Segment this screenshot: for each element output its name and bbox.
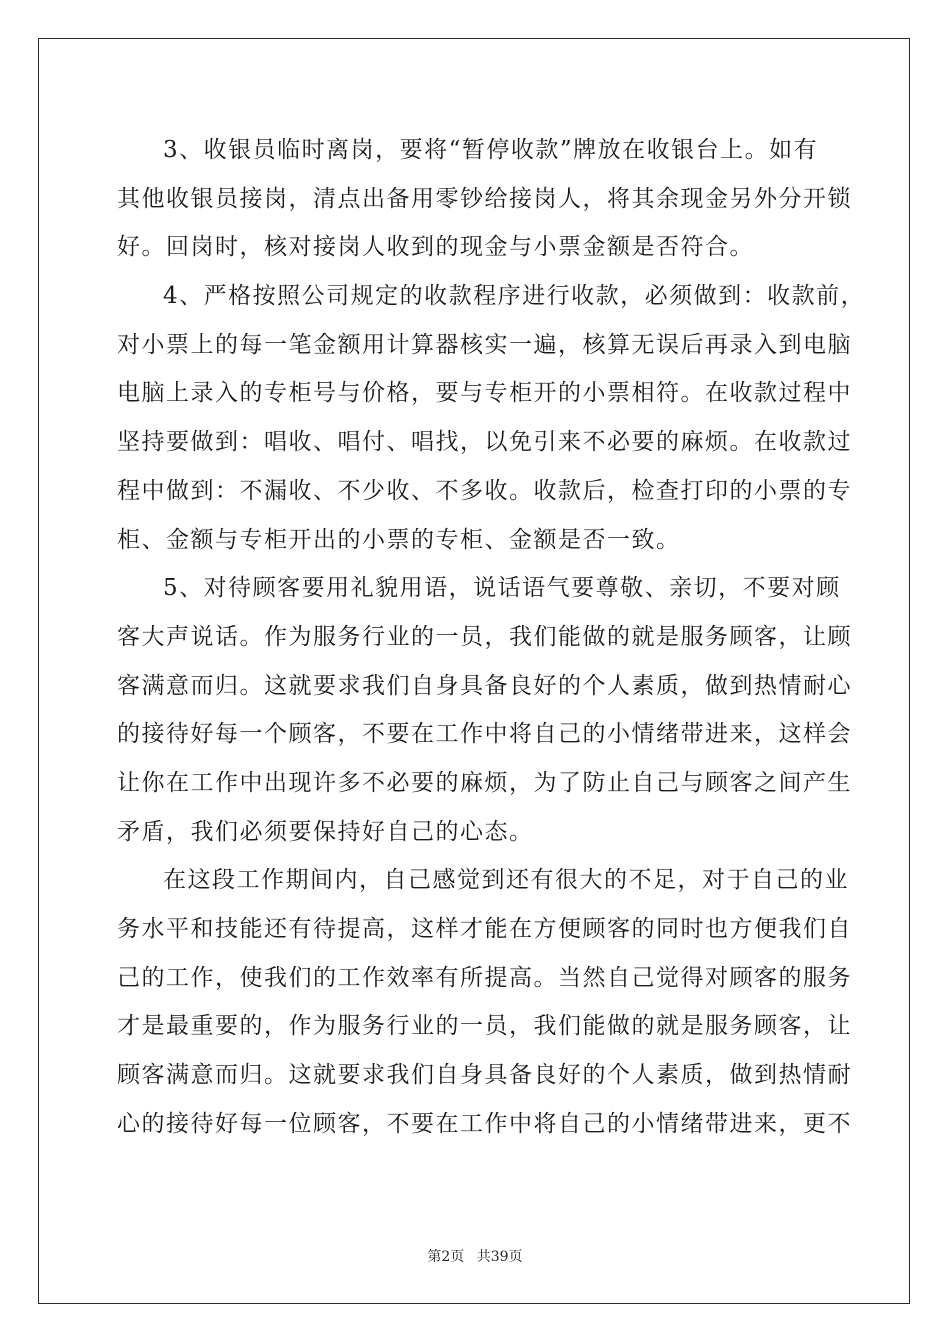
text-line: 让你在工作中出现许多不必要的麻烦，为了防止自己与顾客之间产生 bbox=[117, 769, 852, 796]
text-line: 其他收银员接岗，清点出备用零钞给接岗人，将其余现金另外分开锁 bbox=[117, 185, 852, 212]
total-pages: 共39页 bbox=[476, 1249, 523, 1265]
text-line: 客满意而归。这就要求我们自身具备良好的个人素质，做到热情耐心 bbox=[117, 672, 852, 699]
text-line: 客大声说话。作为服务行业的一员，我们能做的就是服务顾客，让顾 bbox=[117, 623, 852, 650]
page-footer bbox=[0, 1246, 950, 1266]
text-line: 5、对待顾客要用礼貌用语，说话语气要尊敬、亲切，不要对顾 bbox=[163, 575, 841, 602]
text-line: 才是最重要的，作为服务行业的一员，我们能做的就是服务顾客，让 bbox=[117, 1013, 852, 1040]
text-line: 柜、金额与专柜开出的小票的专柜、金额是否一致。 bbox=[117, 526, 681, 553]
text-line: 在这段工作期间内，自己感觉到还有很大的不足，对于自己的业 bbox=[163, 867, 849, 894]
document-body bbox=[117, 126, 866, 1148]
text-line: 电脑上录入的专柜号与价格，要与专柜开的小票相符。在收款过程中 bbox=[117, 380, 852, 407]
text-line: 坚持要做到：唱收、唱付、唱找，以免引来不必要的麻烦。在收款过 bbox=[117, 429, 852, 456]
text-line: 心的接待好每一位顾客，不要在工作中将自己的小情绪带进来，更不 bbox=[117, 1110, 852, 1137]
text-line: 程中做到：不漏收、不少收、不多收。收款后，检查打印的小票的专 bbox=[117, 477, 852, 504]
text-line: 对小票上的每一笔金额用计算器核实一遍，核算无误后再录入到电脑 bbox=[117, 331, 852, 358]
text-line: 4、严格按照公司规定的收款程序进行收款，必须做到：收款前， bbox=[163, 283, 866, 310]
page-number: 第2页 bbox=[427, 1249, 465, 1265]
text-line: 矛盾，我们必须要保持好自己的心态。 bbox=[117, 818, 534, 845]
text-line: 的接待好每一个顾客，不要在工作中将自己的小情绪带进来，这样会 bbox=[117, 721, 852, 748]
text-line: 己的工作，使我们的工作效率有所提高。当然自己觉得对顾客的服务 bbox=[117, 964, 852, 991]
text-line: 好。回岗时，核对接岗人收到的现金与小票金额是否符合。 bbox=[117, 234, 754, 261]
text-line: 3、收银员临时离岗，要将“暂停收款”牌放在收银台上。如有 bbox=[163, 137, 819, 163]
text-line: 务水平和技能还有待提高，这样才能在方便顾客的同时也方便我们自 bbox=[117, 916, 852, 942]
text-line: 顾客满意而归。这就要求我们自身具备良好的个人素质，做到热情耐 bbox=[117, 1062, 852, 1089]
